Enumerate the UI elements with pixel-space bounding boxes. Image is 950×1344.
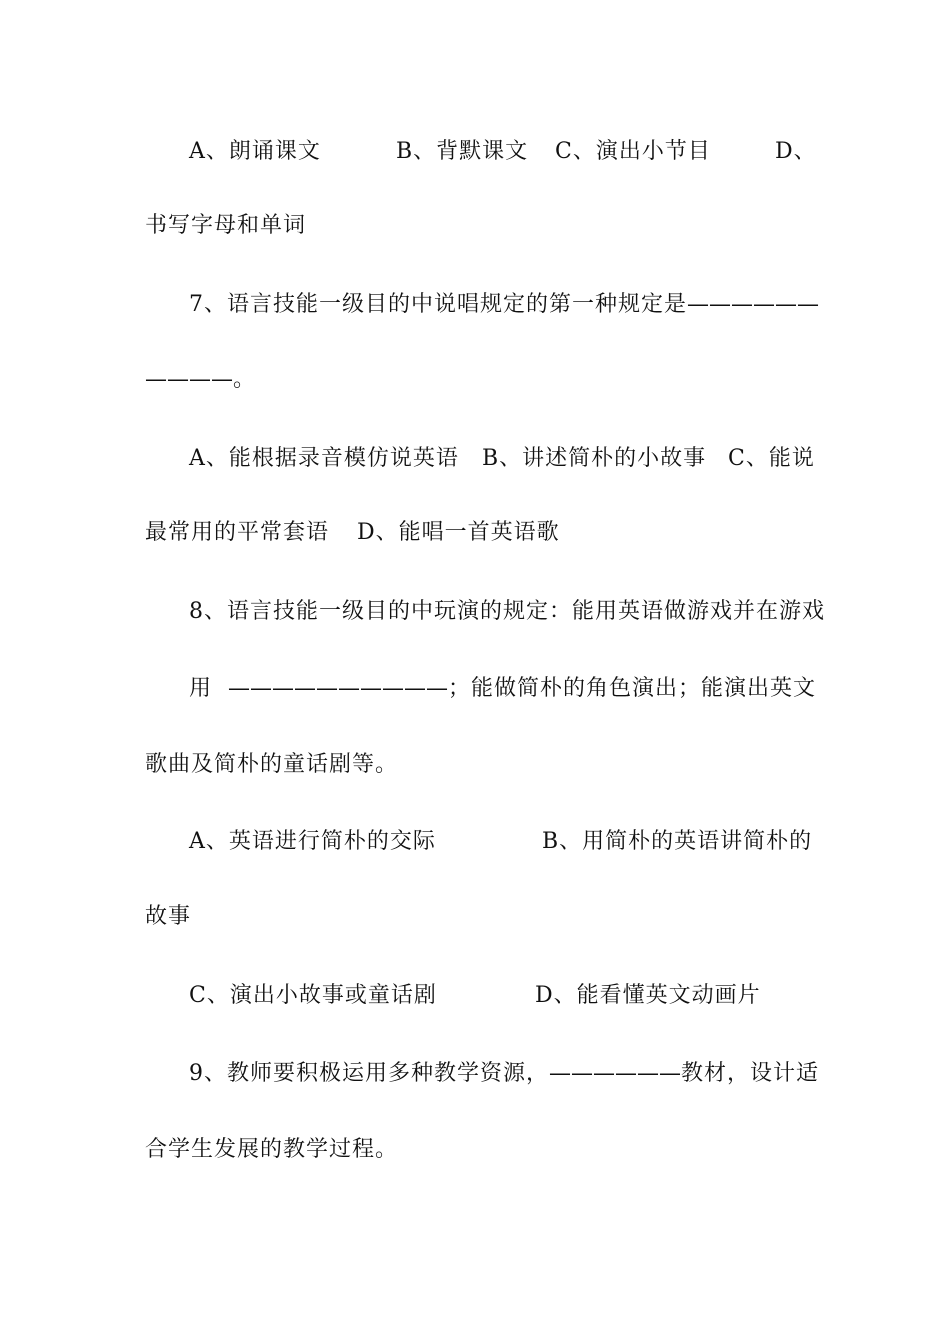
- q8-stem: 8、语言技能一级目的中玩演的规定：能用英语做游戏并在游戏: [189, 599, 825, 624]
- q7-option-d: D、能唱一首英语歌: [357, 520, 560, 545]
- q8-blank: ——————————: [228, 676, 449, 701]
- q7-option-b: B、讲述简朴的小故事: [482, 446, 707, 471]
- q7-stem-end: 。: [233, 367, 257, 392]
- q9-stem-rest: 教材，设计适: [681, 1061, 820, 1086]
- q8-line2-rest: ；能做简朴的角色演出；能演出英文: [448, 676, 817, 701]
- q7-stem-continued: [145, 366, 256, 394]
- q7-option-c: C、能说: [728, 446, 815, 471]
- q7-option-a: A、能根据录音模仿说英语: [189, 446, 459, 471]
- q8-option-a: A、英语进行简朴的交际: [189, 829, 436, 854]
- q7-stem: [189, 291, 819, 319]
- q6-option-d-continued: 书写字母和单词: [145, 213, 307, 238]
- q8-stem-line3: 歌曲及简朴的童话剧等。: [145, 752, 399, 777]
- q8-option-b-continued: 故事: [145, 904, 192, 929]
- q7-option-c-continued: 最常用的平常套语: [145, 520, 330, 545]
- q8-option-c: C、演出小故事或童话剧: [189, 983, 437, 1008]
- q9-stem: [189, 1060, 819, 1088]
- q9-stem-text: 9、教师要积极运用多种教学资源，: [189, 1061, 549, 1086]
- q9-stem-line2: 合学生发展的教学过程。: [145, 1137, 399, 1162]
- q8-option-d: D、能看懂英文动画片: [535, 983, 761, 1008]
- q6-option-c: C、演出小节目: [555, 139, 711, 164]
- q9-blank: ——————: [549, 1061, 681, 1086]
- q7-blank-part1: ——————: [687, 292, 819, 317]
- q8-option-b: B、用简朴的英语讲简朴的: [542, 829, 813, 854]
- q8-stem-line2: [189, 675, 816, 703]
- q7-blank-part2: ————: [145, 367, 233, 392]
- q6-option-d: D、: [775, 139, 817, 164]
- q6-option-b: B、背默课文: [396, 139, 529, 164]
- q6-option-a: A、朗诵课文: [189, 139, 321, 164]
- q8-line2-start: 用: [189, 676, 213, 701]
- q7-stem-text: 7、语言技能一级目的中说唱规定的第一种规定是: [189, 292, 687, 317]
